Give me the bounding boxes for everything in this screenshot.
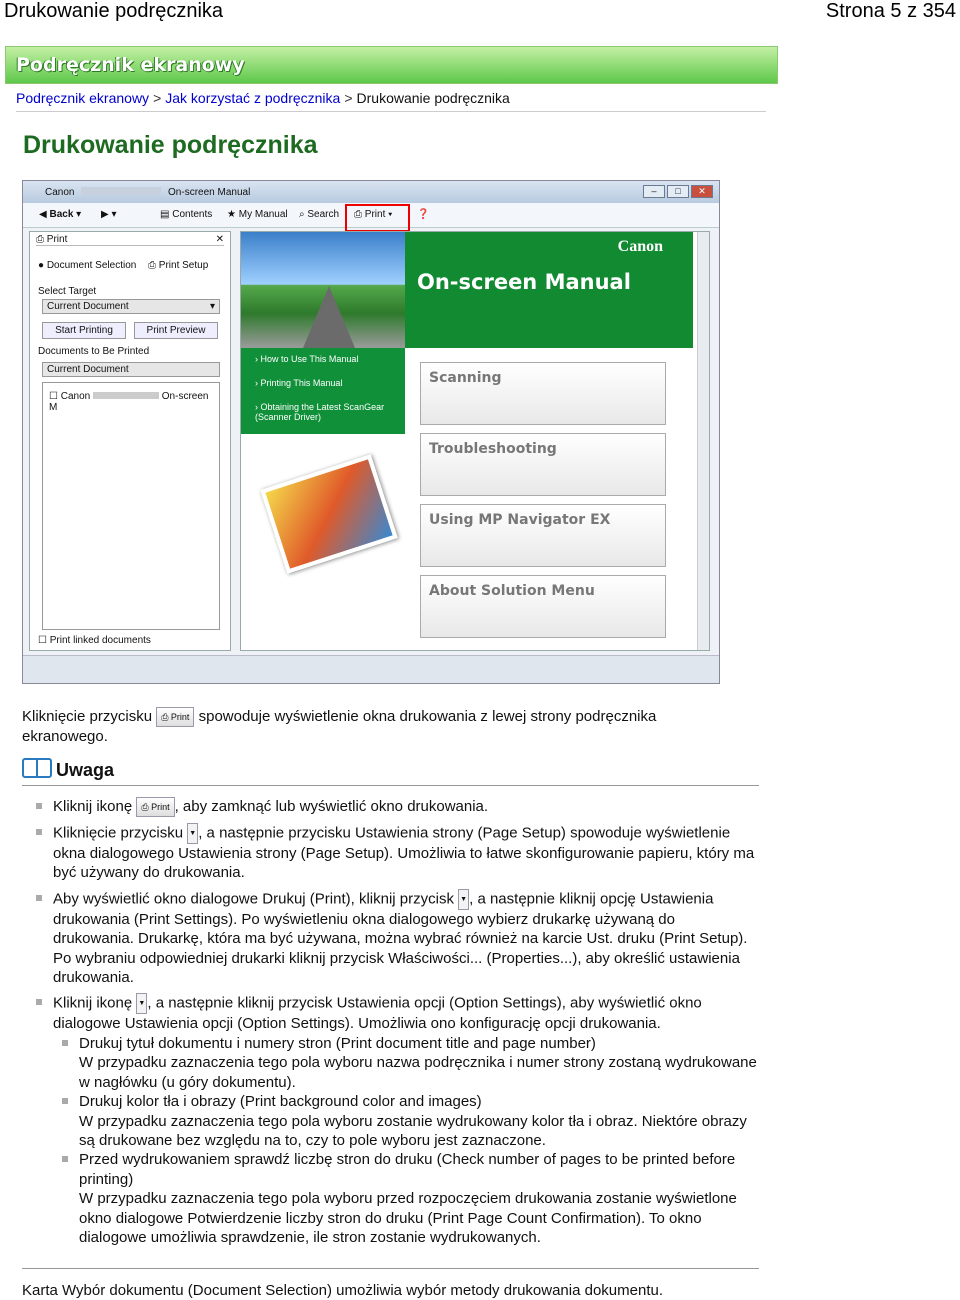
print-highlight-box — [345, 204, 410, 232]
divider — [22, 785, 759, 786]
tab-document-selection[interactable]: ● Document Selection — [38, 260, 137, 271]
dropdown-arrow-icon: ▼ — [136, 993, 147, 1014]
forward-icon[interactable]: ▶ ▾ — [101, 209, 117, 220]
footer-paragraph: Karta Wybór dokumentu (Document Selection) umożliwia wybór metody drukowania dokumentu. — [22, 1282, 663, 1299]
list-item: Aby wyświetlić okno dialogowe Drukuj (Print), kliknij przycisk ▼ , a następnie kliknij opcję Ustawienia drukowania (Print Settings). Po wyświetleniu okna dialogowego wybierz drukarkę używaną do drukowania. Drukarkę, która ma być używana, można wybrać również na karcie Ust. druku (Print Setup). Po wybraniu odpowiedniej drukarki kliknij przycisk Właściwości... (Properties...), aby określić ustawienia drukowania. — [38, 889, 758, 988]
list-item: Kliknij ikonę ▼ , a następnie kliknij przycisk Ustawienia opcji (Option Settings), aby wyświetlić okno dialogowe Ustawienia opcji (Option Settings). Umożliwia ono konfigurację opcji drukowania. Drukuj tytuł dokumentu i numery stron (Print document title and page number) W przypadku zaznaczenia tego pola wyboru nazwa podręcznika i numer strony zostaną wydrukowane w nagłówku (u góry dokumentu). Drukuj kolor tła i obrazy (Print background color and images) W przypadku zaznaczenia tego pola wyboru zostanie wydrukowany kolor tła i obraz. Niektóre obrazy są drukowane bez względu na to, czy to pole wyboru jest zaznaczone. Przed wydrukowaniem sprawdź liczbę stron do druku (Check number of pages to be printed before printing) W przypadku zaznaczenia tego pola wyboru przed rozpoczęciem drukowania zostanie wyświetlone okno dialogowe Potwierdzenie liczby stron do druku (Print Page Count Confirmation). To okno dialogowe umożliwia sprawdzenie, ile stron zostanie wydrukowanych. — [38, 993, 758, 1247]
window-title: Canon — [45, 187, 75, 198]
blurred-text — [81, 187, 161, 195]
list-item: Kliknij ikonę ⎙ Print , aby zamknąć lub wyświetlić okno drukowania. — [38, 797, 758, 817]
status-bar — [23, 655, 719, 683]
page-number: Strona 5 z 354 — [825, 0, 956, 22]
print-linked-checkbox[interactable]: ☐ Print linked documents — [38, 635, 151, 646]
print-panel — [29, 231, 231, 651]
card-scanning[interactable]: Scanning — [420, 362, 666, 425]
manual-banner — [5, 46, 778, 84]
sub-list-item: Drukuj tytuł dokumentu i numery stron (Print document title and page number) W przypadku zaznaczenia tego pola wyboru nazwa podręcznika i numer strony zostaną wydrukowane w nagłówku (u góry dokumentu). — [53, 1034, 758, 1092]
select-target-label: Select Target — [38, 286, 97, 297]
canon-logo: Canon — [617, 238, 663, 255]
browser-toolbar — [23, 203, 719, 228]
list-item: Kliknięcie przycisku ▼ , a następnie przycisku Ustawienia strony (Page Setup) spowoduje wyświetlenie okna dialogowego Ustawienia strony (Page Setup). Umożliwia to łatwe skonfigurowanie papieru, który ma być używany do drukowania. — [38, 823, 758, 883]
sub-list-item: Drukuj kolor tła i obrazy (Print background color and images) W przypadku zaznaczenia tego pola wyboru zostanie wydrukowany kolor tła i obraz. Niektóre obrazy są drukowane bez względu na to, czy to pole wyboru jest zaznaczone. — [53, 1092, 758, 1150]
search-button[interactable]: ⌕ Search — [299, 209, 340, 220]
dropdown-arrow-icon: ▼ — [187, 823, 198, 844]
page-header-title: Drukowanie podręcznika — [4, 0, 224, 22]
print-toolbar-button[interactable]: ⎙ Print ▾ — [354, 209, 393, 220]
card-troubleshooting[interactable]: Troubleshooting — [420, 433, 666, 496]
tab-print-setup[interactable]: ⎙ Print Setup — [148, 260, 209, 271]
window-title: On-screen Manual — [168, 187, 251, 198]
maximize-icon[interactable]: □ — [667, 185, 689, 198]
road-image — [241, 232, 405, 348]
document-list[interactable] — [42, 382, 220, 630]
note-list — [38, 797, 758, 1253]
vertical-scrollbar[interactable] — [697, 232, 709, 650]
dropdown-arrow-icon: ▼ — [458, 889, 469, 910]
print-button-image: ⎙ Print — [156, 707, 194, 727]
documents-to-print-label: Documents to Be Printed — [38, 346, 150, 357]
page-title: Drukowanie podręcznika — [23, 131, 318, 159]
breadcrumb-separator: > — [153, 90, 162, 106]
breadcrumb — [16, 90, 510, 106]
document-list-header: Current Document — [42, 362, 220, 377]
close-panel-icon[interactable]: ✕ — [215, 234, 224, 245]
link-printing-manual[interactable]: › Printing This Manual — [255, 378, 343, 388]
manual-home-view — [240, 231, 710, 651]
window-titlebar — [23, 181, 719, 203]
print-preview-button[interactable]: Print Preview — [134, 322, 218, 339]
card-mp-navigator[interactable]: Using MP Navigator EX — [420, 504, 666, 567]
close-icon[interactable]: ✕ — [691, 185, 713, 198]
app-screenshot — [22, 180, 720, 684]
print-button-image: ⎙ Print — [136, 797, 174, 817]
note-heading: Uwaga — [22, 758, 114, 781]
breadcrumb-link-home[interactable]: Podręcznik ekranowy — [16, 90, 150, 106]
divider — [16, 111, 766, 112]
back-button[interactable]: ◀ Back ▾ — [39, 209, 82, 220]
print-panel-title: ⎙ Print ✕ — [36, 234, 224, 245]
book-icon — [22, 758, 52, 778]
contents-button[interactable]: ▤ Contents — [160, 209, 213, 220]
window-controls — [641, 185, 713, 198]
card-solution-menu[interactable]: About Solution Menu — [420, 575, 666, 638]
start-printing-button[interactable]: Start Printing — [42, 322, 126, 339]
help-icon[interactable]: ❓ — [417, 209, 430, 220]
manual-title: On-screen Manual — [417, 270, 631, 294]
photos-image — [260, 454, 398, 574]
intro-paragraph: Kliknięcie przycisku ⎙ Print spowoduje wyświetlenie okna drukowania z lewej strony podręcznika ekranowego. — [22, 708, 657, 746]
divider — [22, 1268, 759, 1269]
select-target-dropdown[interactable]: Current Document ▾ — [42, 299, 220, 314]
my-manual-button[interactable]: ★ My Manual — [227, 209, 288, 220]
breadcrumb-link-usage[interactable]: Jak korzystać z podręcznika — [165, 90, 341, 106]
banner-title: Podręcznik ekranowy — [16, 54, 245, 76]
breadcrumb-separator: > — [344, 90, 353, 106]
link-how-to-use[interactable]: › How to Use This Manual — [255, 354, 359, 364]
manual-links — [241, 348, 405, 434]
link-scangear[interactable]: › Obtaining the Latest ScanGear (Scanner Driver) — [255, 402, 385, 422]
minimize-icon[interactable]: – — [643, 185, 665, 198]
sub-list-item: Przed wydrukowaniem sprawdź liczbę stron do druku (Check number of pages to be printed before printing) W przypadku zaznaczenia tego pola wyboru przed rozpoczęciem drukowania zostanie wyświetlone okno dialogowe Potwierdzenie liczby stron do druku (Print Page Count Confirmation). To okno dialogowe umożliwia sprawdzenie, ile stron zostanie wydrukowanych. — [53, 1150, 758, 1247]
breadcrumb-current: Drukowanie podręcznika — [356, 90, 510, 106]
list-item[interactable]: ☐ Canon On-screen M — [49, 391, 209, 413]
